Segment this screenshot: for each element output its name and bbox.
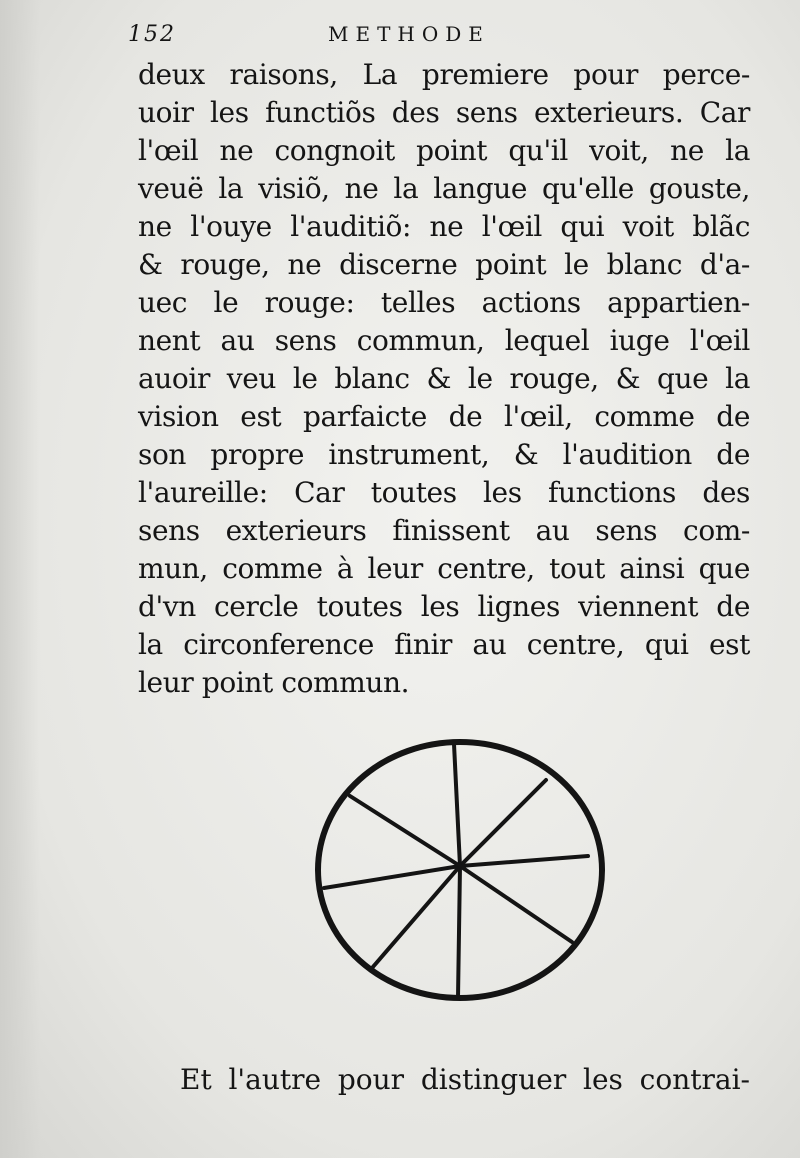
running-title: METHODE: [328, 22, 490, 46]
text-line: vision est parfaicte de l'œil, comme de: [138, 400, 750, 433]
text-line: son propre instrument, & l'audition de: [138, 438, 750, 471]
text-line: uoir les functiõs des sens exterieurs. Car: [138, 96, 750, 129]
text-line: leur point commun.: [138, 666, 410, 699]
spoke-line: [454, 744, 460, 866]
text-line: nent au sens commun, lequel iuge l'œil: [138, 324, 750, 357]
spoke-line: [460, 780, 546, 866]
text-line: la circonference finir au centre, qui est: [138, 628, 750, 661]
text-line: deux raisons, La premiere pour perce-: [138, 58, 750, 91]
spoke-line: [460, 866, 572, 942]
text-line: ne l'ouye l'auditiõ: ne l'œil qui voit blãc: [138, 210, 750, 243]
spoke-line: [324, 866, 460, 888]
spoke-line: [460, 856, 588, 866]
text-line: d'vn cercle toutes les lignes viennent de: [138, 590, 750, 623]
text-line: & rouge, ne discerne point le blanc d'a-: [138, 248, 750, 281]
body-text: [138, 56, 750, 702]
text-line: mun, comme à leur centre, tout ainsi que: [138, 552, 750, 585]
binding-shadow: [0, 0, 40, 1158]
text-line: veuë la visiõ, ne la langue qu'elle gouste,: [138, 172, 750, 205]
page-number: 152: [128, 22, 176, 47]
text-line: sens exterieurs finissent au sens com-: [138, 514, 750, 547]
text-line: uec le rouge: telles actions appartien-: [138, 286, 750, 319]
text-line: l'œil ne congnoit point qu'il voit, ne la: [138, 134, 750, 167]
circle-diagram: [310, 736, 610, 1006]
text-line: auoir veu le blanc & le rouge, & que la: [138, 362, 750, 395]
spoke-line: [458, 866, 460, 998]
spoke-line: [350, 796, 460, 866]
catchword-line: Et l'autre pour distinguer les contrai-: [180, 1063, 750, 1096]
text-line: l'aureille: Car toutes les functions des: [138, 476, 750, 509]
spoke-line: [372, 866, 460, 968]
page-header: [128, 20, 748, 54]
